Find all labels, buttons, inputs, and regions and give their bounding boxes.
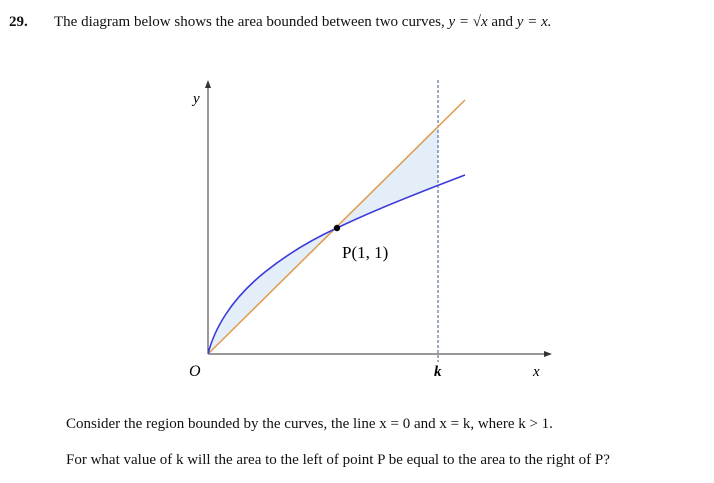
- question-line-1: Consider the region bounded by the curves, the line x = 0 and x = k, where k > 1.: [66, 416, 553, 432]
- y-axis-arrow: [205, 80, 211, 88]
- question-line-2: For what value of k will the area to the left of point P be equal to the area to the right of P?: [66, 452, 610, 468]
- curve-y-equals-sqrt-x: [208, 175, 465, 354]
- origin-label: O: [189, 363, 201, 380]
- k-label: k: [434, 364, 442, 380]
- question-number: 29.: [9, 14, 28, 30]
- y-axis-label: y: [193, 91, 200, 107]
- curve-sqrt-label: y = √x: [448, 14, 488, 30]
- point-p: [334, 225, 340, 231]
- intro-text: The diagram below shows the area bounded between two curves,: [54, 14, 445, 30]
- joiner-text: and: [491, 14, 514, 30]
- point-p-label: P(1, 1): [342, 243, 389, 262]
- x-axis-arrow: [544, 351, 552, 357]
- curve-line-label: y = x.: [516, 14, 552, 30]
- x-axis-label: x: [533, 364, 540, 380]
